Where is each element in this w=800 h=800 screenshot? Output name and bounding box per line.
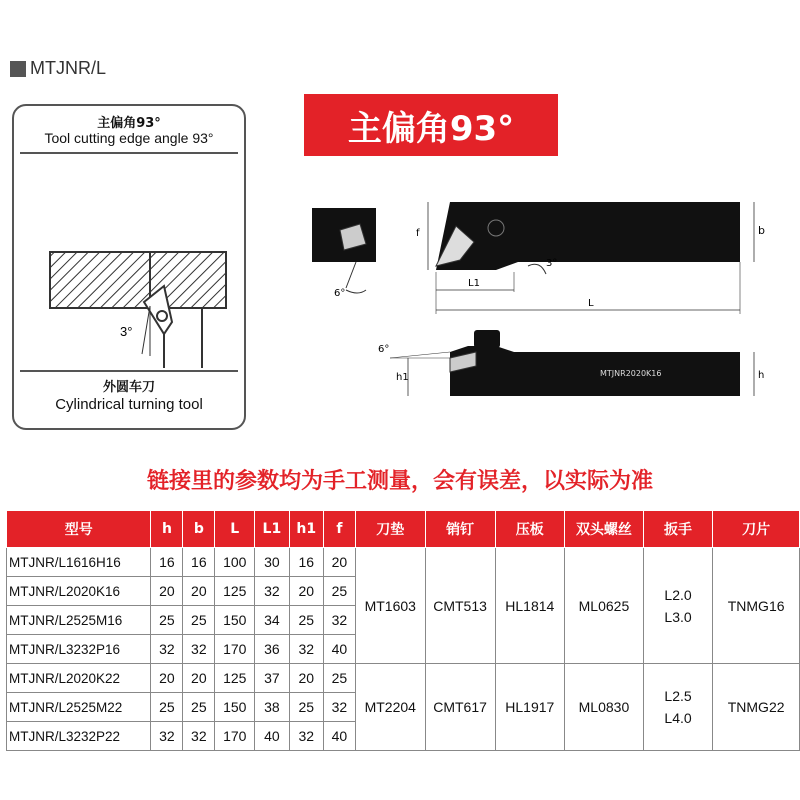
- cell-l: 150: [215, 693, 255, 722]
- cell-h1: 25: [289, 693, 323, 722]
- spec-table: [6, 510, 800, 751]
- cell-b: 20: [183, 664, 215, 693]
- cell-model: MTJNR/L2525M22: [7, 693, 151, 722]
- col-header-l1: L1: [255, 511, 289, 548]
- cell-l1: 34: [255, 606, 289, 635]
- top-view-body: [436, 202, 740, 270]
- panel-angle-label: 3°: [120, 324, 133, 339]
- cell-model: MTJNR/L1616H16: [7, 548, 151, 577]
- cutting-diagram: [14, 156, 244, 368]
- side-angle-label: 6°: [378, 344, 390, 355]
- cell-h: 16: [151, 548, 183, 577]
- cell-pin: CMT513: [425, 548, 495, 664]
- cell-h: 20: [151, 664, 183, 693]
- cell-shim: MT1603: [355, 548, 425, 664]
- cell-insert: TNMG22: [713, 664, 800, 751]
- panel-bottom-en: Cylindrical turning tool: [55, 396, 203, 413]
- panel-divider-bottom: [20, 370, 238, 372]
- cell-model: MTJNR/L2020K16: [7, 577, 151, 606]
- cell-h1: 25: [289, 606, 323, 635]
- header-title: MTJNR/L: [30, 58, 106, 78]
- col-header-clamp: 压板: [495, 511, 565, 548]
- col-header-b: b: [183, 511, 215, 548]
- col-header-l: L: [215, 511, 255, 548]
- cell-model: MTJNR/L3232P16: [7, 635, 151, 664]
- wrench-size-2: L4.0: [664, 710, 692, 726]
- cell-wrench: [643, 664, 712, 751]
- cell-l1: 30: [255, 548, 289, 577]
- cell-b: 25: [183, 693, 215, 722]
- cell-clamp: HL1814: [495, 548, 565, 664]
- dim-l-label: L: [588, 298, 594, 309]
- col-header-wrench: 扳手: [643, 511, 712, 548]
- cell-pin: CMT617: [425, 664, 495, 751]
- cell-clamp: HL1917: [495, 664, 565, 751]
- cutting-angle-panel: [12, 104, 246, 430]
- top-angle-label: 3°: [546, 258, 558, 269]
- tool-technical-drawing: [300, 180, 780, 420]
- dim-b-label: b: [758, 224, 765, 237]
- cell-f: 40: [323, 722, 355, 751]
- workpiece-hatch: [50, 252, 226, 308]
- section-header: [10, 58, 106, 79]
- cell-l: 150: [215, 606, 255, 635]
- cell-h1: 20: [289, 577, 323, 606]
- end-view-angle-label: 6°: [334, 288, 346, 299]
- wrench-size-1: L2.5: [664, 688, 692, 704]
- cell-f: 20: [323, 548, 355, 577]
- cell-h: 25: [151, 693, 183, 722]
- cell-f: 25: [323, 664, 355, 693]
- table-header-row: [7, 511, 800, 548]
- cell-h: 32: [151, 722, 183, 751]
- panel-caption-cn: 主偏角93°: [97, 116, 161, 131]
- cell-b: 20: [183, 577, 215, 606]
- measurement-notice: 链接里的参数均为手工测量，会有误差，以实际为准: [146, 469, 653, 494]
- cell-l: 170: [215, 635, 255, 664]
- cell-b: 25: [183, 606, 215, 635]
- cell-wrench: [643, 548, 712, 664]
- cell-model: MTJNR/L3232P22: [7, 722, 151, 751]
- panel-bottom-cn: 外圆车刀: [102, 380, 155, 395]
- cell-l1: 38: [255, 693, 289, 722]
- cell-f: 32: [323, 693, 355, 722]
- cell-l1: 36: [255, 635, 289, 664]
- table-row: [7, 548, 800, 577]
- cell-f: 25: [323, 577, 355, 606]
- cell-f: 40: [323, 635, 355, 664]
- cell-b: 32: [183, 722, 215, 751]
- angle-banner: 主偏角93°: [304, 94, 558, 156]
- panel-caption-en: Tool cutting edge angle 93°: [44, 130, 214, 146]
- cell-insert: TNMG16: [713, 548, 800, 664]
- table-row: [7, 664, 800, 693]
- cell-h1: 16: [289, 548, 323, 577]
- dim-f-label: f: [416, 228, 420, 239]
- panel-divider-top: [20, 152, 238, 154]
- cell-model: MTJNR/L2020K22: [7, 664, 151, 693]
- cell-model: MTJNR/L2525M16: [7, 606, 151, 635]
- cell-shim: MT2204: [355, 664, 425, 751]
- col-header-shim: 刀垫: [355, 511, 425, 548]
- cell-l: 170: [215, 722, 255, 751]
- col-header-f: f: [323, 511, 355, 548]
- cell-h: 25: [151, 606, 183, 635]
- cell-l1: 32: [255, 577, 289, 606]
- cell-l1: 40: [255, 722, 289, 751]
- cell-screw: ML0830: [565, 664, 644, 751]
- wrench-size-2: L3.0: [664, 608, 692, 625]
- col-header-model: 型号: [7, 511, 151, 548]
- cell-h1: 20: [289, 664, 323, 693]
- cell-l: 100: [215, 548, 255, 577]
- col-header-h1: h1: [289, 511, 323, 548]
- cell-h: 20: [151, 577, 183, 606]
- dim-l1-label: L1: [468, 278, 480, 289]
- col-header-pin: 销钉: [425, 511, 495, 548]
- cell-h: 32: [151, 635, 183, 664]
- cell-h1: 32: [289, 722, 323, 751]
- col-header-h: h: [151, 511, 183, 548]
- cell-l: 125: [215, 577, 255, 606]
- dim-h1-label: h1: [396, 372, 409, 383]
- dim-h-label: h: [758, 370, 765, 381]
- tool-mark-text: MTJNR2020K16: [600, 369, 662, 378]
- cell-b: 16: [183, 548, 215, 577]
- cell-l1: 37: [255, 664, 289, 693]
- wrench-size-1: L2.0: [664, 586, 692, 603]
- cell-h1: 32: [289, 635, 323, 664]
- col-header-insert: 刀片: [713, 511, 800, 548]
- cell-screw: ML0625: [565, 548, 644, 664]
- cell-b: 32: [183, 635, 215, 664]
- cell-l: 125: [215, 664, 255, 693]
- cell-f: 32: [323, 606, 355, 635]
- col-header-screw: 双头螺丝: [565, 511, 644, 548]
- header-square-icon: [10, 61, 26, 77]
